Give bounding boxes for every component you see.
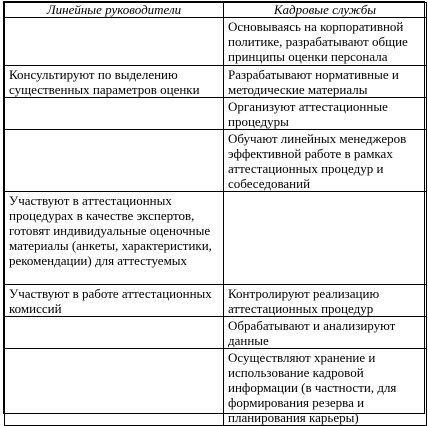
cell-line-managers: Участвуют в работе аттестационных комиссий [5, 285, 224, 317]
cell-hr-services: Контролируют реализацию аттестационных процедур [224, 285, 427, 317]
cell-line-managers: Участвуют в аттестационных процедурах в качестве экспертов, готовят индивидуальные оценочные материалы (анкеты, характеристики, рекомендации) для аттестуемых [5, 192, 224, 285]
cell-hr-services: Обрабатывают и анализируют данные [224, 317, 427, 349]
table-row [5, 285, 427, 317]
responsibilities-table [3, 1, 425, 425]
cell-hr-services: Основываясь на корпоративной политике, разрабатывают общие принципы оценки персонала [224, 18, 427, 66]
table-row [5, 349, 427, 426]
cell-hr-services: Осуществляют хранение и использование кадровой информации (в частности, для формирования резерва и планирования карьеры) [224, 349, 427, 426]
table-row [5, 18, 427, 66]
cell-hr-services: Обучают линейных менеджеров эффективной работе в рамках аттестационных процедур и собеседований [224, 130, 427, 192]
cell-hr-services: Разрабатывают нормативные и методические материалы [224, 66, 427, 98]
table-row [5, 192, 427, 285]
cell-line-managers [5, 130, 224, 192]
table-header-row [5, 3, 427, 18]
header-line-managers: Линейные руководители [5, 3, 224, 18]
cell-line-managers [5, 349, 224, 426]
header-hr-services: Кадровые службы [224, 3, 427, 18]
cell-line-managers [5, 317, 224, 349]
cell-hr-services: Организуют аттестационные процедуры [224, 98, 427, 130]
table-row [5, 66, 427, 98]
table-row [5, 130, 427, 192]
cell-line-managers [5, 18, 224, 66]
table-row [5, 317, 427, 349]
cell-line-managers [5, 98, 224, 130]
table-row [5, 98, 427, 130]
cell-hr-services [224, 192, 427, 285]
responsibilities-grid [4, 2, 427, 426]
cell-line-managers: Консультируют по выделению существенных параметров оценки [5, 66, 224, 98]
